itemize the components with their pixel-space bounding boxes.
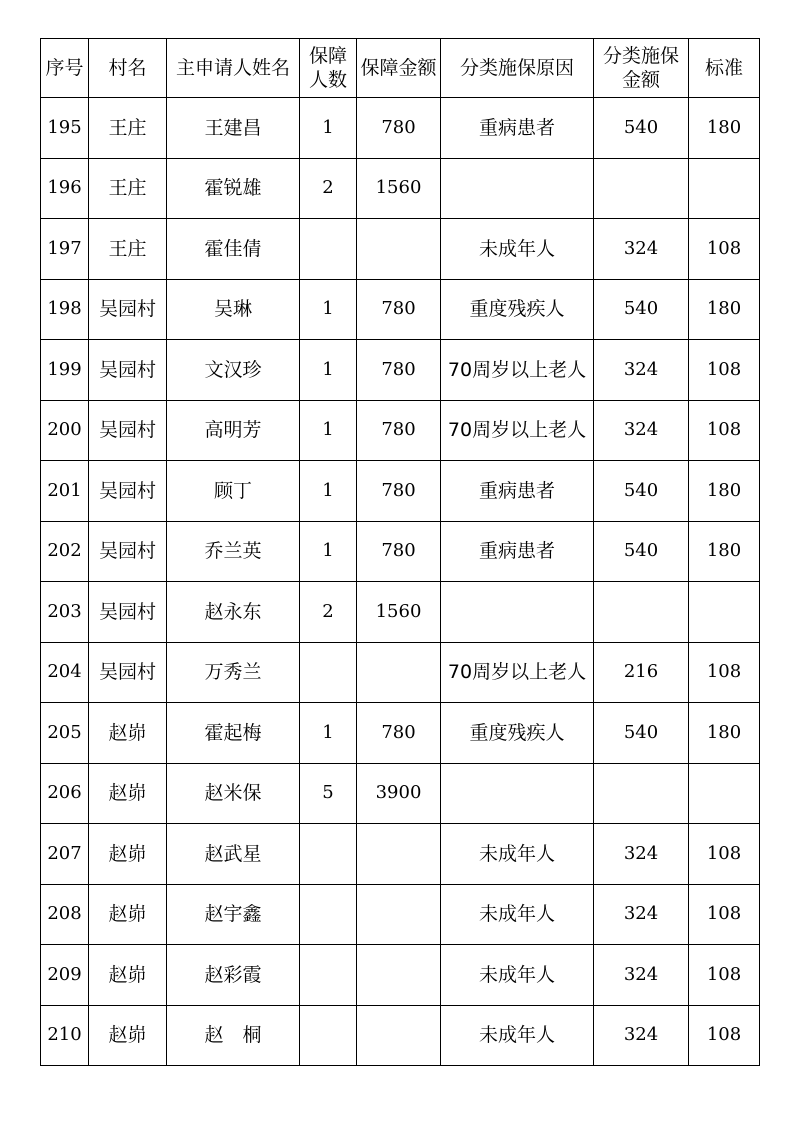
cell-reason: 重病患者	[441, 98, 594, 159]
cell-class-amount: 324	[594, 824, 689, 885]
cell-reason: 未成年人	[441, 945, 594, 1006]
cell-reason: 70周岁以上老人	[441, 400, 594, 461]
table-row	[41, 400, 760, 461]
cell-village: 赵峁	[89, 945, 167, 1006]
cell-people	[300, 219, 357, 280]
cell-reason: 70周岁以上老人	[441, 340, 594, 401]
cell-village: 吴园村	[89, 461, 167, 522]
cell-people: 2	[300, 158, 357, 219]
table-row	[41, 945, 760, 1006]
cell-applicant: 霍锐雄	[167, 158, 300, 219]
cell-village: 吴园村	[89, 340, 167, 401]
cell-standard: 108	[689, 884, 760, 945]
cell-seq: 197	[41, 219, 89, 280]
cell-standard: 180	[689, 279, 760, 340]
table-row	[41, 279, 760, 340]
table-row	[41, 703, 760, 764]
cell-people	[300, 824, 357, 885]
cell-amount: 780	[357, 461, 441, 522]
cell-standard: 108	[689, 340, 760, 401]
cell-applicant: 赵武星	[167, 824, 300, 885]
cell-village: 赵峁	[89, 824, 167, 885]
cell-seq: 209	[41, 945, 89, 1006]
cell-seq: 204	[41, 642, 89, 703]
cell-amount: 1560	[357, 582, 441, 643]
cell-amount: 780	[357, 400, 441, 461]
cell-class-amount: 540	[594, 98, 689, 159]
cell-people: 1	[300, 279, 357, 340]
cell-standard	[689, 582, 760, 643]
header-village: 村名	[89, 39, 167, 98]
cell-class-amount: 324	[594, 884, 689, 945]
cell-reason	[441, 763, 594, 824]
cell-standard	[689, 763, 760, 824]
cell-amount: 780	[357, 521, 441, 582]
cell-people	[300, 945, 357, 1006]
cell-village: 吴园村	[89, 400, 167, 461]
cell-class-amount: 540	[594, 703, 689, 764]
cell-people: 1	[300, 340, 357, 401]
cell-standard: 180	[689, 98, 760, 159]
table-row	[41, 763, 760, 824]
cell-class-amount: 540	[594, 521, 689, 582]
table-row	[41, 340, 760, 401]
table-row	[41, 884, 760, 945]
cell-amount	[357, 642, 441, 703]
cell-village: 赵峁	[89, 763, 167, 824]
cell-class-amount: 324	[594, 400, 689, 461]
cell-standard: 180	[689, 521, 760, 582]
cell-seq: 200	[41, 400, 89, 461]
cell-standard: 108	[689, 400, 760, 461]
cell-village: 赵峁	[89, 884, 167, 945]
cell-seq: 203	[41, 582, 89, 643]
cell-applicant: 万秀兰	[167, 642, 300, 703]
cell-village: 王庄	[89, 158, 167, 219]
subsidy-roster-table	[40, 38, 760, 1066]
cell-standard: 180	[689, 461, 760, 522]
cell-reason: 70周岁以上老人	[441, 642, 594, 703]
cell-class-amount: 324	[594, 340, 689, 401]
cell-class-amount	[594, 582, 689, 643]
cell-village: 赵峁	[89, 1005, 167, 1066]
header-applicant: 主申请人姓名	[167, 39, 300, 98]
cell-people	[300, 884, 357, 945]
cell-amount: 3900	[357, 763, 441, 824]
cell-seq: 207	[41, 824, 89, 885]
cell-class-amount: 540	[594, 461, 689, 522]
cell-reason: 未成年人	[441, 884, 594, 945]
cell-amount	[357, 219, 441, 280]
cell-reason: 未成年人	[441, 219, 594, 280]
cell-applicant: 霍起梅	[167, 703, 300, 764]
cell-amount: 780	[357, 279, 441, 340]
cell-seq: 208	[41, 884, 89, 945]
cell-amount	[357, 824, 441, 885]
table-row	[41, 521, 760, 582]
cell-amount	[357, 884, 441, 945]
cell-applicant: 顾丁	[167, 461, 300, 522]
cell-people: 1	[300, 461, 357, 522]
cell-amount: 780	[357, 340, 441, 401]
cell-amount	[357, 945, 441, 1006]
cell-seq: 201	[41, 461, 89, 522]
cell-seq: 210	[41, 1005, 89, 1066]
cell-applicant: 赵永东	[167, 582, 300, 643]
table-row	[41, 824, 760, 885]
header-amount: 保障金额	[357, 39, 441, 98]
cell-reason	[441, 582, 594, 643]
header-row	[41, 39, 760, 98]
cell-reason: 重度残疾人	[441, 279, 594, 340]
cell-applicant: 赵 桐	[167, 1005, 300, 1066]
table-row	[41, 98, 760, 159]
cell-reason: 重病患者	[441, 521, 594, 582]
table-row	[41, 642, 760, 703]
cell-seq: 198	[41, 279, 89, 340]
table-row	[41, 1005, 760, 1066]
cell-people: 1	[300, 521, 357, 582]
cell-applicant: 赵米保	[167, 763, 300, 824]
table-row	[41, 461, 760, 522]
cell-amount: 1560	[357, 158, 441, 219]
cell-village: 王庄	[89, 219, 167, 280]
cell-applicant: 霍佳倩	[167, 219, 300, 280]
cell-applicant: 王建昌	[167, 98, 300, 159]
cell-people: 2	[300, 582, 357, 643]
cell-village: 王庄	[89, 98, 167, 159]
cell-applicant: 高明芳	[167, 400, 300, 461]
cell-applicant: 乔兰英	[167, 521, 300, 582]
cell-standard	[689, 158, 760, 219]
table-body	[41, 98, 760, 1066]
cell-people: 1	[300, 400, 357, 461]
cell-village: 赵峁	[89, 703, 167, 764]
cell-class-amount: 324	[594, 219, 689, 280]
table-row	[41, 158, 760, 219]
cell-people: 5	[300, 763, 357, 824]
cell-village: 吴园村	[89, 582, 167, 643]
cell-standard: 108	[689, 824, 760, 885]
table-row	[41, 582, 760, 643]
cell-class-amount: 216	[594, 642, 689, 703]
cell-reason	[441, 158, 594, 219]
cell-applicant: 赵彩霞	[167, 945, 300, 1006]
header-class-amount: 分类施保金额	[594, 39, 689, 98]
cell-class-amount: 324	[594, 1005, 689, 1066]
cell-people	[300, 1005, 357, 1066]
cell-standard: 108	[689, 219, 760, 280]
header-standard: 标准	[689, 39, 760, 98]
cell-class-amount	[594, 158, 689, 219]
cell-reason: 未成年人	[441, 824, 594, 885]
cell-standard: 108	[689, 945, 760, 1006]
cell-class-amount: 324	[594, 945, 689, 1006]
cell-class-amount: 540	[594, 279, 689, 340]
cell-reason: 未成年人	[441, 1005, 594, 1066]
cell-people: 1	[300, 98, 357, 159]
cell-village: 吴园村	[89, 521, 167, 582]
cell-seq: 199	[41, 340, 89, 401]
cell-amount: 780	[357, 98, 441, 159]
cell-applicant: 文汉珍	[167, 340, 300, 401]
cell-village: 吴园村	[89, 642, 167, 703]
header-people: 保障人数	[300, 39, 357, 98]
header-reason: 分类施保原因	[441, 39, 594, 98]
cell-village: 吴园村	[89, 279, 167, 340]
cell-people: 1	[300, 703, 357, 764]
cell-seq: 202	[41, 521, 89, 582]
cell-amount: 780	[357, 703, 441, 764]
cell-reason: 重病患者	[441, 461, 594, 522]
cell-seq: 195	[41, 98, 89, 159]
cell-seq: 205	[41, 703, 89, 764]
cell-seq: 196	[41, 158, 89, 219]
cell-standard: 108	[689, 1005, 760, 1066]
cell-reason: 重度残疾人	[441, 703, 594, 764]
header-seq: 序号	[41, 39, 89, 98]
cell-standard: 180	[689, 703, 760, 764]
cell-applicant: 赵宇鑫	[167, 884, 300, 945]
cell-applicant: 吴琳	[167, 279, 300, 340]
cell-standard: 108	[689, 642, 760, 703]
cell-amount	[357, 1005, 441, 1066]
table-row	[41, 219, 760, 280]
cell-class-amount	[594, 763, 689, 824]
cell-people	[300, 642, 357, 703]
cell-seq: 206	[41, 763, 89, 824]
